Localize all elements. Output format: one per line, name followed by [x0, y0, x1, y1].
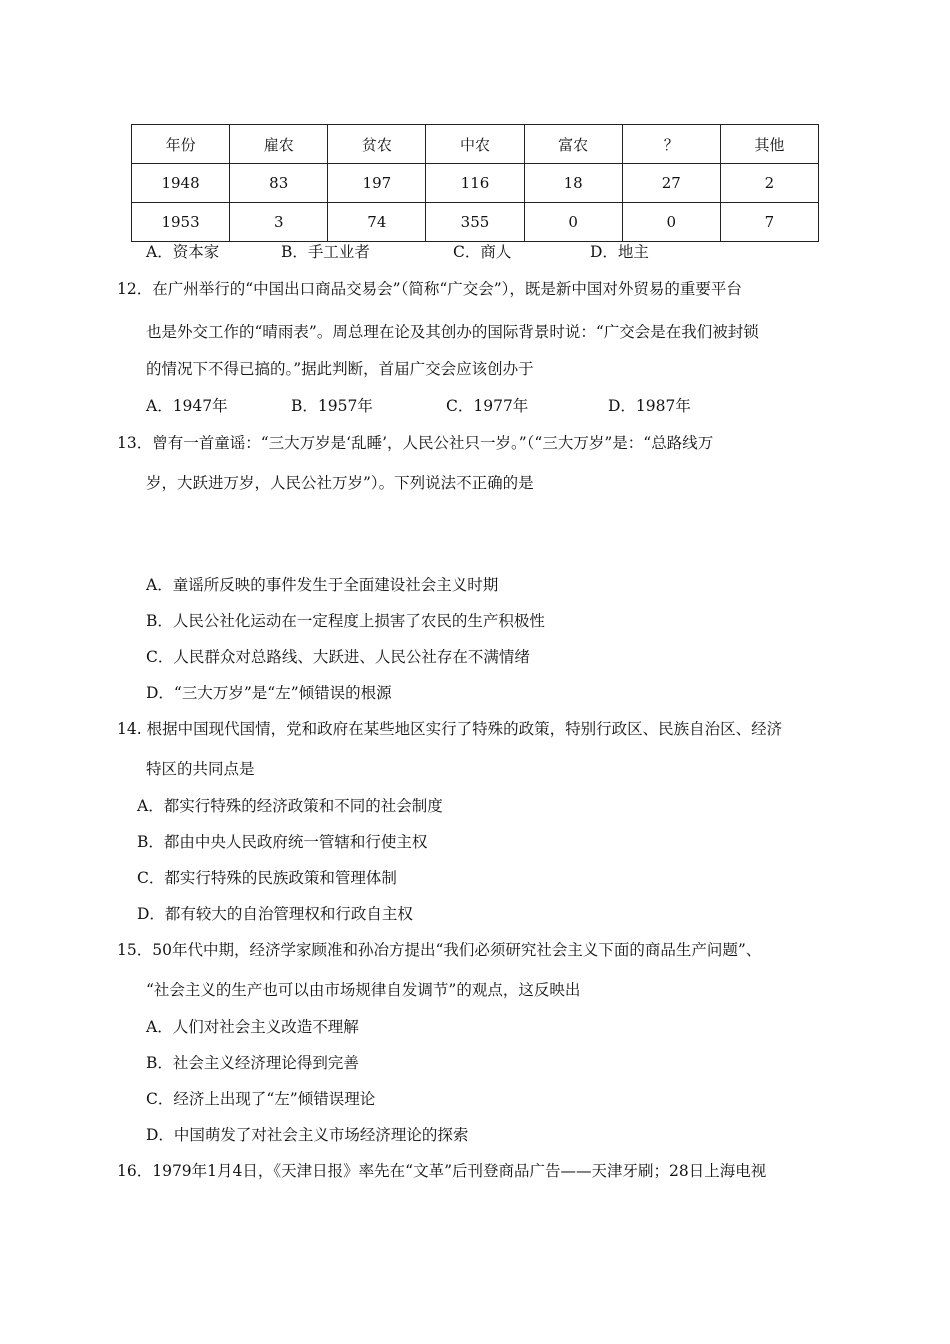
q13-option-d: D．“三大万岁”是“左”倾错误的根源 [146, 684, 392, 702]
q11-option-d: D．地主 [590, 243, 649, 261]
q14-option-b: B．都由中央人民政府统一管辖和行使主权 [137, 833, 428, 851]
table-cell: 355 [426, 203, 524, 242]
table-cell: 7 [720, 203, 818, 242]
table-row [132, 164, 819, 203]
table-cell: 1948 [132, 164, 230, 203]
table-header-cell: 中农 [426, 125, 524, 164]
data-table [131, 124, 819, 242]
table-cell: 27 [622, 164, 720, 203]
q14-option-c: C．都实行特殊的民族政策和管理体制 [137, 869, 397, 887]
table-cell: 197 [328, 164, 426, 203]
table-cell: 18 [524, 164, 622, 203]
q12-option-a: A．1947年 [146, 397, 228, 415]
q15-option-d: D．中国萌发了对社会主义市场经济理论的探索 [146, 1126, 469, 1144]
q16-stem-line-1: 16．1979年1月4日，《天津日报》率先在“文革”后刊登商品广告——天津牙刷；28日上海电视 [117, 1162, 767, 1180]
q13-option-b: B．人民公社化运动在一定程度上损害了农民的生产积极性 [146, 612, 545, 630]
q14-option-a: A．都实行特殊的经济政策和不同的社会制度 [137, 797, 443, 815]
table-header-cell: 年份 [132, 125, 230, 164]
q12-stem-line-1: 12．在广州举行的“中国出口商品交易会”（简称“广交会”），既是新中国对外贸易的重要平台 [117, 280, 742, 298]
q13-stem-line-1: 13．曾有一首童谣：“三大万岁是‘乱睡’，人民公社只一岁。”（“三大万岁”是：“总路线万 [117, 434, 714, 452]
table-header-cell: ？ [622, 125, 720, 164]
table-cell: 2 [720, 164, 818, 203]
table-cell: 116 [426, 164, 524, 203]
table-row [132, 203, 819, 242]
q14-stem-line-2: 特区的共同点是 [146, 760, 255, 778]
q11-option-c: C．商人 [453, 243, 512, 261]
table-cell: 1953 [132, 203, 230, 242]
table-header-cell: 富农 [524, 125, 622, 164]
q13-option-c: C．人民群众对总路线、大跃进、人民公社存在不满情绪 [146, 648, 530, 666]
table-cell: 0 [524, 203, 622, 242]
table-cell: 74 [328, 203, 426, 242]
q15-option-c: C．经济上出现了“左”倾错误理论 [146, 1090, 376, 1108]
table-header-cell: 贫农 [328, 125, 426, 164]
table-header-row [132, 125, 819, 164]
q12-option-d: D．1987年 [608, 397, 691, 415]
table-cell: 0 [622, 203, 720, 242]
q15-stem-line-1: 15．50年代中期，经济学家顾准和孙冶方提出“我们必须研究社会主义下面的商品生产问题”、 [117, 941, 762, 959]
q11-option-a: A．资本家 [146, 243, 220, 261]
q12-stem-line-3: 的情况下不得已搞的。”据此判断，首届广交会应该创办于 [146, 360, 534, 378]
q13-stem-line-2: 岁，大跃进万岁，人民公社万岁”）。下列说法不正确的是 [146, 474, 534, 492]
table-header-cell: 雇农 [230, 125, 328, 164]
table-cell: 83 [230, 164, 328, 203]
q15-stem-line-2: “社会主义的生产也可以由市场规律自发调节”的观点，这反映出 [146, 981, 581, 999]
q14-stem-line-1: 14. 根据中国现代国情，党和政府在某些地区实行了特殊的政策，特别行政区、民族自治区、经济 [117, 720, 783, 738]
q13-option-a: A．童谣所反映的事件发生于全面建设社会主义时期 [146, 576, 499, 594]
table-header-cell: 其他 [720, 125, 818, 164]
q15-option-b: B．社会主义经济理论得到完善 [146, 1054, 359, 1072]
q14-option-d: D．都有较大的自治管理权和行政自主权 [137, 905, 413, 923]
table-cell: 3 [230, 203, 328, 242]
q12-option-c: C．1977年 [446, 397, 529, 415]
q15-option-a: A．人们对社会主义改造不理解 [146, 1018, 359, 1036]
q12-option-b: B．1957年 [291, 397, 373, 415]
q12-stem-line-2: 也是外交工作的“晴雨表”。周总理在论及其创办的国际背景时说：“广交会是在我们被封锁 [146, 323, 759, 341]
q11-option-b: B．手工业者 [281, 243, 370, 261]
